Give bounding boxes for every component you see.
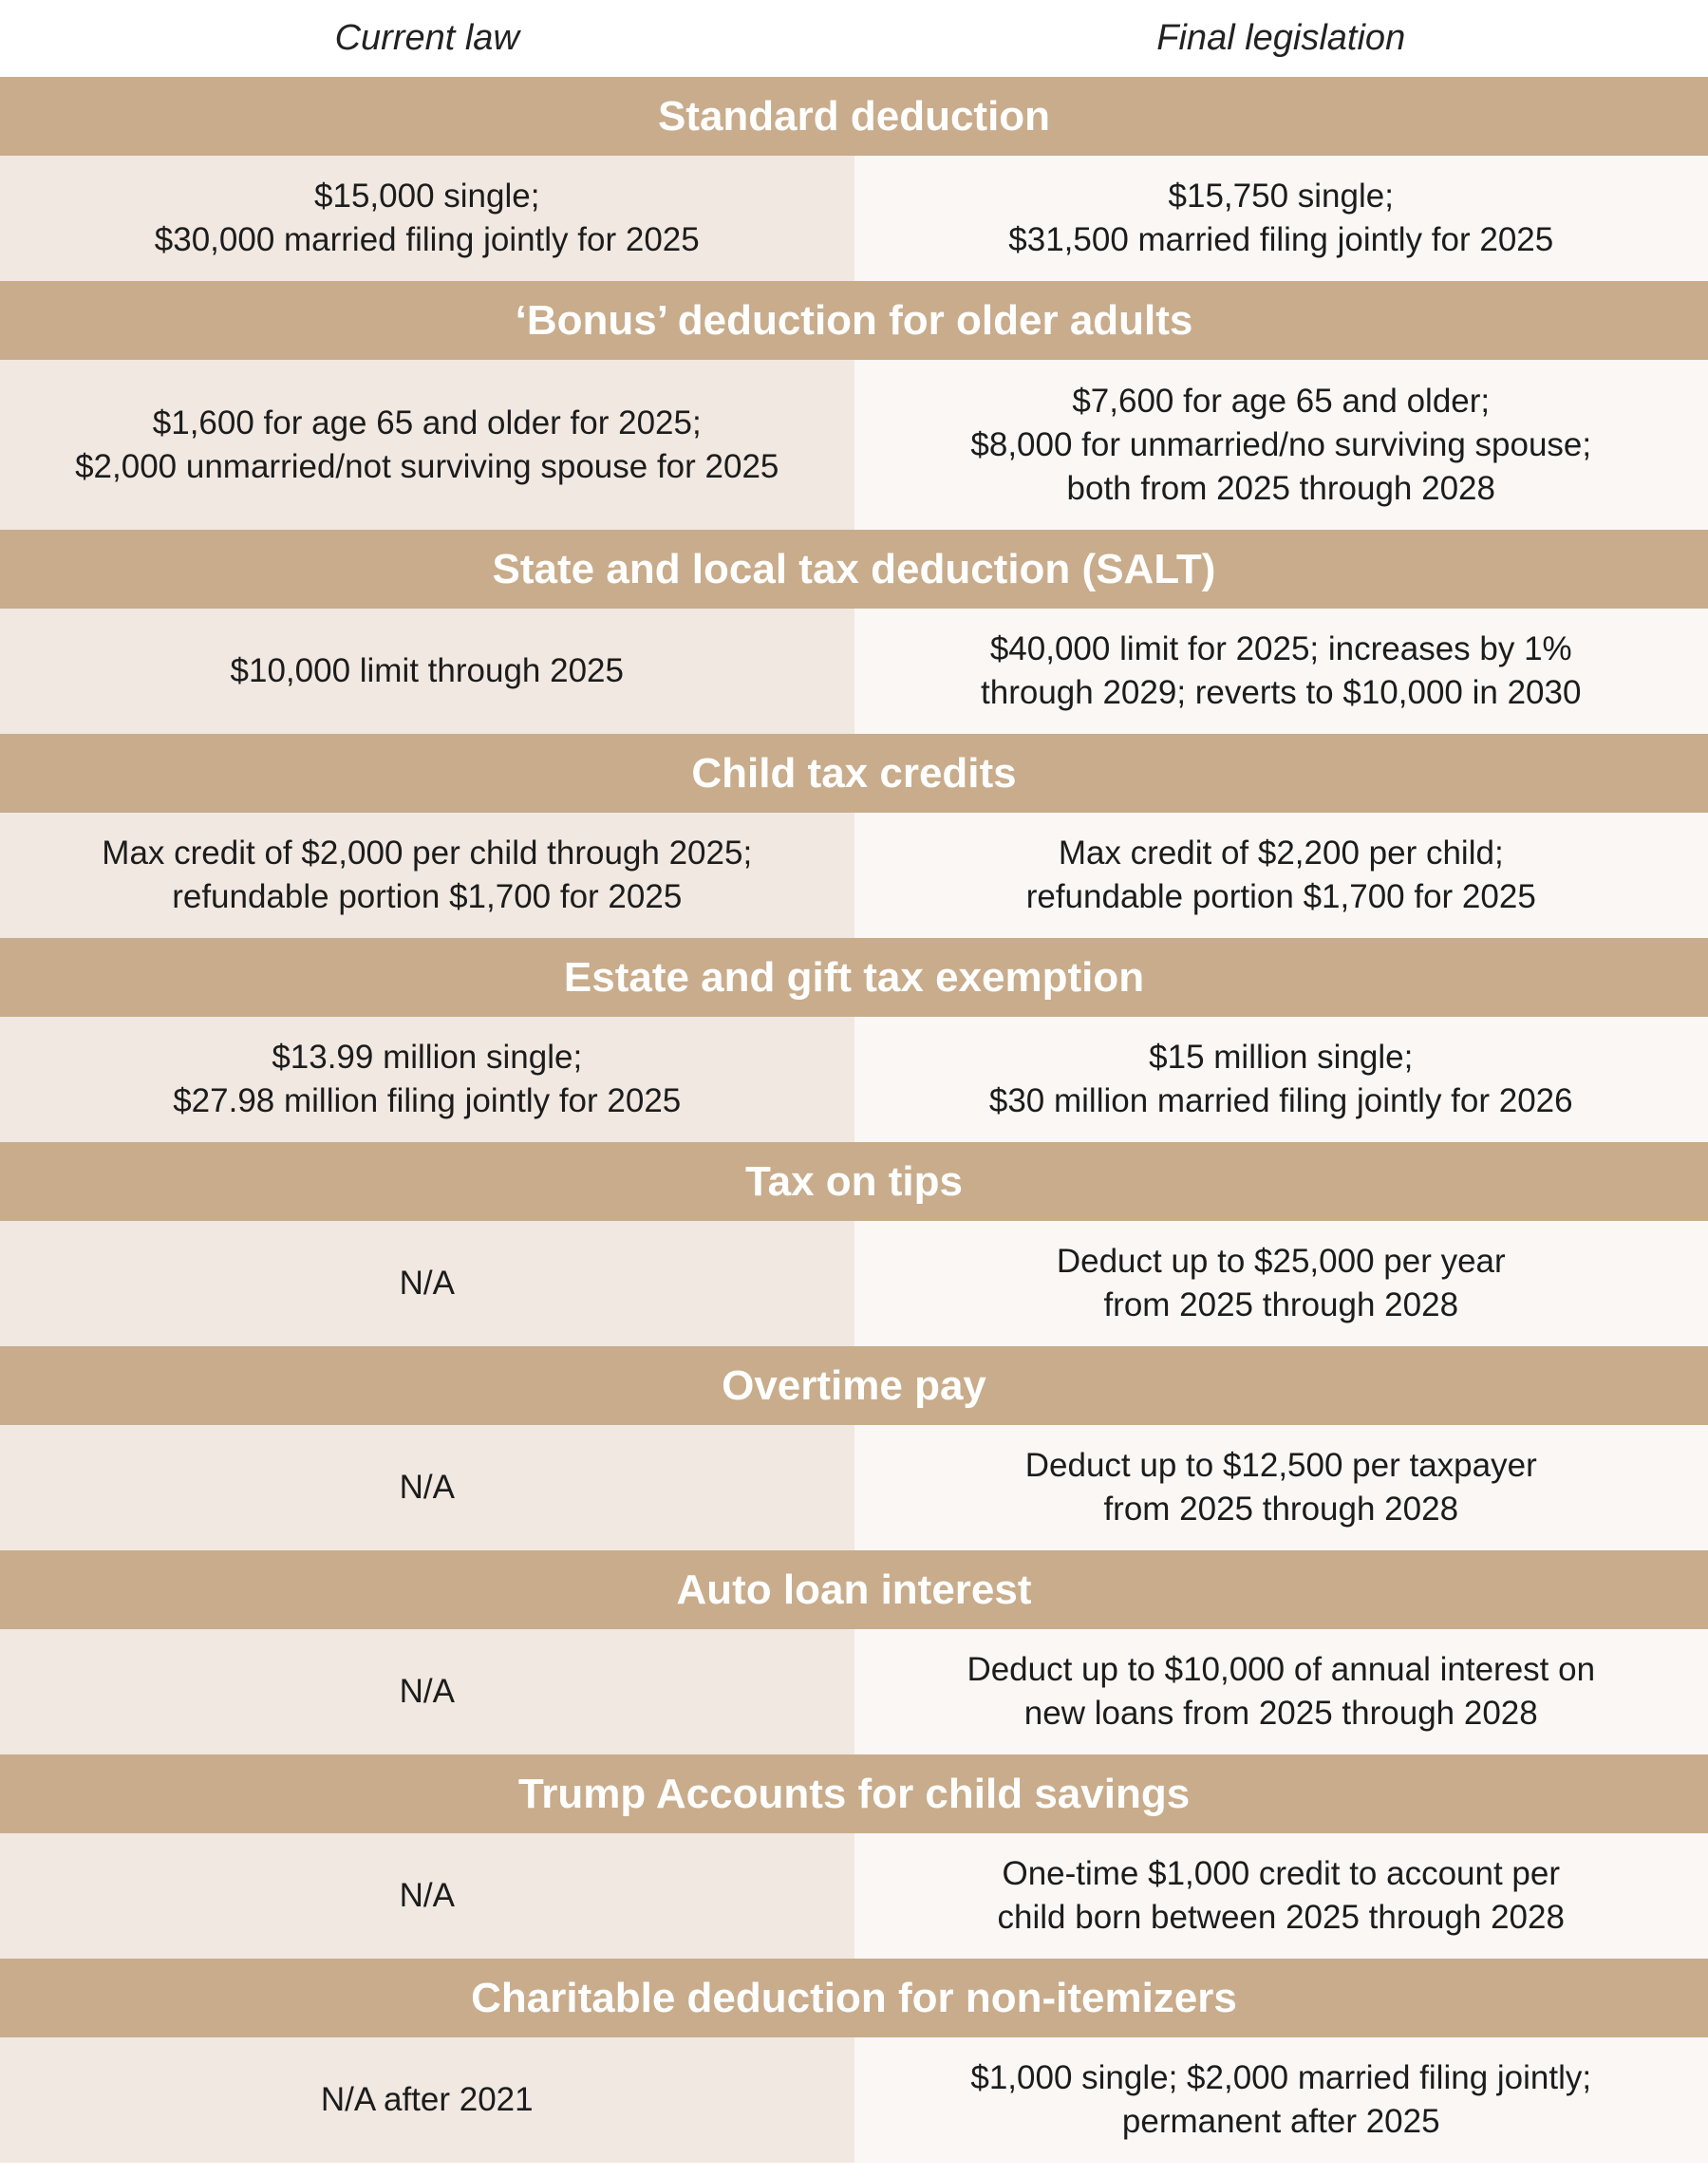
cell-text-line: N/A [399, 1265, 455, 1302]
current-law-cell [0, 2037, 854, 2163]
cell-text-line: $15 million single; [1149, 1039, 1414, 1076]
cell-text-line: Max credit of $2,000 per child through 2025; [102, 835, 753, 872]
final-legislation-cell [854, 1629, 1708, 1754]
cell-text-line: Deduct up to $12,500 per taxpayer [1024, 1447, 1537, 1484]
cell-text-line: $1,600 for age 65 and older for 2025; [152, 403, 702, 441]
final-legislation-cell [854, 609, 1708, 734]
row-overtime-pay [0, 1425, 1708, 1550]
row-trump-accounts [0, 1833, 1708, 1959]
row-estate-gift-tax [0, 1017, 1708, 1142]
cell-text-line: refundable portion $1,700 for 2025 [172, 878, 683, 915]
section-header-tax-on-tips: Tax on tips [0, 1142, 1708, 1221]
column-headers [0, 0, 1708, 77]
cell-text-line: $10,000 limit through 2025 [230, 652, 624, 689]
cell-text-line: from 2025 through 2028 [1103, 1491, 1459, 1528]
final-legislation-cell [854, 1425, 1708, 1550]
row-standard-deduction [0, 156, 1708, 281]
row-tax-on-tips [0, 1221, 1708, 1346]
cell-text-line: new loans from 2025 through 2028 [1023, 1695, 1538, 1732]
final-legislation-cell [854, 1221, 1708, 1346]
cell-text-line: $2,000 unmarried/not surviving spouse for 2025 [75, 447, 779, 485]
cell-text-line: $15,750 single; [1168, 178, 1394, 215]
cell-text-line: child born between 2025 through 2028 [997, 1899, 1565, 1936]
section-header-trump-accounts: Trump Accounts for child savings [0, 1754, 1708, 1833]
current-law-cell [0, 1221, 854, 1346]
section-header-salt: State and local tax deduction (SALT) [0, 530, 1708, 609]
section-header-estate-gift-tax: Estate and gift tax exemption [0, 938, 1708, 1017]
current-law-cell [0, 813, 854, 938]
cell-text-line: $7,600 for age 65 and older; [1072, 382, 1491, 420]
column-header-current-law: Current law [334, 18, 519, 58]
cell-text-line: $30,000 married filing jointly for 2025 [154, 221, 700, 258]
row-charitable-deduction [0, 2037, 1708, 2163]
cell-text-line: Max credit of $2,200 per child; [1058, 835, 1504, 872]
final-legislation-cell [854, 360, 1708, 530]
current-law-cell [0, 1833, 854, 1959]
cell-text-line: through 2029; reverts to $10,000 in 2030 [981, 674, 1582, 711]
column-header-final-legislation: Final legislation [1156, 18, 1406, 58]
section-header-child-tax-credits: Child tax credits [0, 734, 1708, 813]
cell-text-line: N/A [399, 1877, 455, 1914]
cell-text-line: One-time $1,000 credit to account per [1002, 1855, 1561, 1892]
cell-text-line: $13.99 million single; [272, 1039, 583, 1076]
cell-text-line: permanent after 2025 [1121, 2103, 1440, 2140]
current-law-cell [0, 1629, 854, 1754]
cell-text-line: $15,000 single; [314, 178, 540, 215]
row-child-tax-credits [0, 813, 1708, 938]
cell-text-line: Deduct up to $25,000 per year [1056, 1243, 1506, 1280]
cell-text-line: N/A [399, 1469, 455, 1506]
cell-text-line: from 2025 through 2028 [1103, 1286, 1459, 1323]
cell-text-line: $1,000 single; $2,000 married filing jointly; [970, 2059, 1592, 2096]
current-law-cell [0, 156, 854, 281]
cell-text-line: $40,000 limit for 2025; increases by 1% [989, 630, 1572, 667]
section-header-standard-deduction: Standard deduction [0, 77, 1708, 156]
final-legislation-cell [854, 813, 1708, 938]
row-salt [0, 609, 1708, 734]
final-legislation-cell [854, 1833, 1708, 1959]
current-law-cell [0, 609, 854, 734]
final-legislation-cell [854, 2037, 1708, 2163]
section-header-auto-loan-interest: Auto loan interest [0, 1550, 1708, 1629]
current-law-cell [0, 360, 854, 530]
cell-text-line: $8,000 for unmarried/no surviving spouse; [970, 425, 1592, 463]
current-law-cell [0, 1017, 854, 1142]
cell-text-line: N/A after 2021 [320, 2081, 534, 2118]
cell-text-line: both from 2025 through 2028 [1066, 469, 1495, 507]
final-legislation-cell [854, 1017, 1708, 1142]
current-law-cell [0, 1425, 854, 1550]
row-bonus-deduction [0, 360, 1708, 530]
section-header-overtime-pay: Overtime pay [0, 1346, 1708, 1425]
section-header-charitable-deduction: Charitable deduction for non-itemizers [0, 1959, 1708, 2037]
cell-text-line: $31,500 married filing jointly for 2025 [1008, 221, 1554, 258]
cell-text-line: $27.98 million filing jointly for 2025 [173, 1082, 682, 1119]
section-header-bonus-deduction: ‘Bonus’ deduction for older adults [0, 281, 1708, 360]
cell-text-line: Deduct up to $10,000 of annual interest on [967, 1651, 1596, 1688]
row-auto-loan-interest [0, 1629, 1708, 1754]
final-legislation-cell [854, 156, 1708, 281]
cell-text-line: N/A [399, 1673, 455, 1710]
cell-text-line: refundable portion $1,700 for 2025 [1025, 878, 1536, 915]
cell-text-line: $30 million married filing jointly for 2026 [988, 1082, 1573, 1119]
